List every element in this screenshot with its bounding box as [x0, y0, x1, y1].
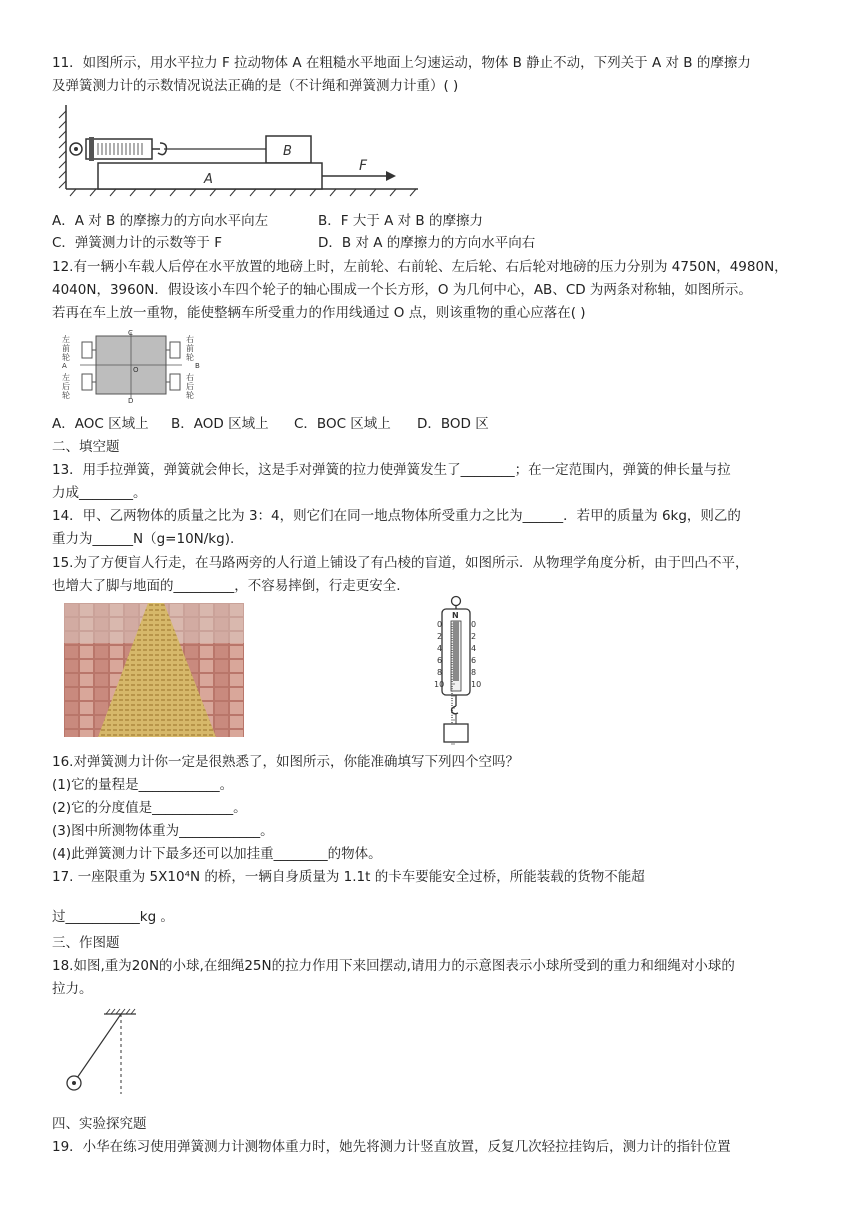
q12-label-lf3: 轮	[62, 353, 70, 362]
spring-scale-figure	[426, 594, 486, 748]
q12-option-d[interactable]: D．BOD 区	[417, 416, 489, 432]
q11-label-b: B	[283, 144, 292, 159]
q12-text-line3: 若再在车上放一重物，能使整辆车所受重力的作用线通过 O 点，则该重物的重心应落在( )	[52, 305, 586, 321]
q12-option-a[interactable]: A．AOC 区域上	[52, 416, 149, 432]
q12-option-b[interactable]: B．AOD 区域上	[171, 416, 269, 432]
q13-text-line2: 力成________。	[52, 485, 147, 501]
section-experiment-heading: 四、实验探究题	[52, 1116, 147, 1132]
scale-left-tick-label: 4	[437, 644, 443, 653]
q12-label-a: A	[62, 362, 67, 370]
q11-option-b[interactable]: B．F 大于 A 对 B 的摩擦力	[318, 213, 483, 229]
q12-label-rf3: 轮	[186, 353, 194, 362]
q12-label-lf1: 左	[62, 335, 70, 344]
pendulum-figure	[60, 1008, 150, 1098]
q11-text-line1: 11．如图所示，用水平拉力 F 拉动物体 A 在粗糙水平地面上匀速运动，物体 B 静止不动，下列关于 A 对 B 的摩擦力	[52, 55, 751, 71]
q12-label-rr2: 后	[186, 382, 194, 391]
scale-unit-label: N	[452, 611, 459, 620]
q11-friction-figure	[56, 103, 426, 203]
scale-right-tick-label: 8	[471, 668, 477, 677]
scale-right-tick-label: 10	[471, 680, 482, 689]
q16-sub3: (3)图中所测物体重为____________。	[52, 823, 274, 839]
q12-label-o: O	[133, 366, 139, 374]
q17-text-line2: 过___________kg 。	[52, 909, 174, 925]
q11-label-f: F	[359, 158, 368, 174]
q16-sub4: (4)此弹簧测力计下最多还可以加挂重________的物体。	[52, 846, 382, 862]
scale-right-tick-label: 6	[471, 656, 477, 665]
q18-text-line2: 拉力。	[52, 981, 93, 997]
scale-left-tick-label: 6	[437, 656, 443, 665]
q12-option-c[interactable]: C．BOC 区域上	[294, 416, 391, 432]
q11-text-line2: 及弹簧测力计的示数情况说法正确的是（不计绳和弹簧测力计重）( )	[52, 78, 459, 94]
scale-right-tick-label: 2	[471, 632, 477, 641]
q11-label-a: A	[204, 172, 213, 187]
q11-option-c[interactable]: C．弹簧测力计的示数等于 F	[52, 235, 222, 251]
scale-spring-indicator	[453, 621, 459, 681]
q19-text-line1: 19．小华在练习使用弹簧测力计测物体重力时，她先将测力计竖直放置，反复几次轻拉挂钩后，测力计的指针位置	[52, 1139, 731, 1155]
q14-text-line1: 14．甲、乙两物体的质量之比为 3：4，则它们在同一地点物体所受重力之比为______．若甲的质量为 6kg，则乙的	[52, 508, 741, 524]
q15-text-line2: 也增大了脚与地面的_________，不容易摔倒，行走更安全.	[52, 578, 401, 594]
section-drawing-heading: 三、作图题	[52, 935, 120, 951]
q12-label-c: C	[128, 329, 133, 337]
q12-text-line1: 12.有一辆小车载人后停在水平放置的地磅上时，左前轮、右前轮、左后轮、右后轮对地磅的压力分别为 4750N，4980N，	[52, 259, 788, 275]
q12-label-d: D	[128, 397, 134, 404]
q12-car-wheels-figure	[56, 328, 206, 404]
q12-label-lr2: 后	[62, 382, 70, 391]
scale-left-tick-label: 10	[434, 680, 445, 689]
q12-label-lr3: 轮	[62, 391, 70, 400]
hanging-weight-block	[444, 724, 468, 742]
q16-sub2: (2)它的分度值是____________。	[52, 800, 247, 816]
q17-text-line1: 17. 一座限重为 5X10⁴N 的桥，一辆自身质量为 1.1t 的卡车要能安全过桥，所能装载的货物不能超	[52, 869, 645, 885]
scale-left-tick-label: 0	[437, 620, 443, 629]
q12-label-rr1: 右	[186, 373, 194, 382]
q16-intro: 16.对弹簧测力计你一定是很熟悉了，如图所示，你能准确填写下列四个空吗？	[52, 754, 519, 770]
q12-label-lr1: 左	[62, 373, 70, 382]
q12-label-rf2: 前	[186, 344, 194, 353]
q12-label-lf2: 前	[62, 344, 70, 353]
q12-label-rf1: 右	[186, 335, 194, 344]
q15-text-line1: 15.为了方便盲人行走，在马路两旁的人行道上铺设了有凸棱的盲道，如图所示．从物理学角度分析，由于凹凸不平，	[52, 555, 749, 571]
section-fill-in-heading: 二、填空题	[52, 439, 120, 455]
q13-text-line1: 13．用手拉弹簧，弹簧就会伸长，这是手对弹簧的拉力使弹簧发生了________；在一定范围内，弹簧的伸长量与拉	[52, 462, 731, 478]
q18-text-line1: 18.如图,重为20N的小球,在细绳25N的拉力作用下来回摆动,请用力的示意图表示小球所受到的重力和细绳对小球的	[52, 958, 735, 974]
q11-option-d[interactable]: D．B 对 A 的摩擦力的方向水平向右	[318, 235, 536, 251]
q12-label-b: B	[195, 362, 200, 370]
q12-text-line2: 4040N，3960N．假设该小车四个轮子的轴心围成一个长方形，O 为几何中心，AB、CD 为两条对称轴，如图所示。	[52, 282, 752, 298]
scale-left-tick-label: 8	[437, 668, 443, 677]
tactile-paving-photo	[64, 603, 244, 737]
scale-left-tick-label: 2	[437, 632, 443, 641]
q14-text-line2: 重力为______N（g=10N/kg).	[52, 531, 235, 547]
q16-sub1: (1)它的量程是____________。	[52, 777, 234, 793]
q11-option-a[interactable]: A．A 对 B 的摩擦力的方向水平向左	[52, 213, 269, 229]
scale-right-tick-label: 4	[471, 644, 477, 653]
q12-label-rr3: 轮	[186, 391, 194, 400]
scale-right-tick-label: 0	[471, 620, 477, 629]
